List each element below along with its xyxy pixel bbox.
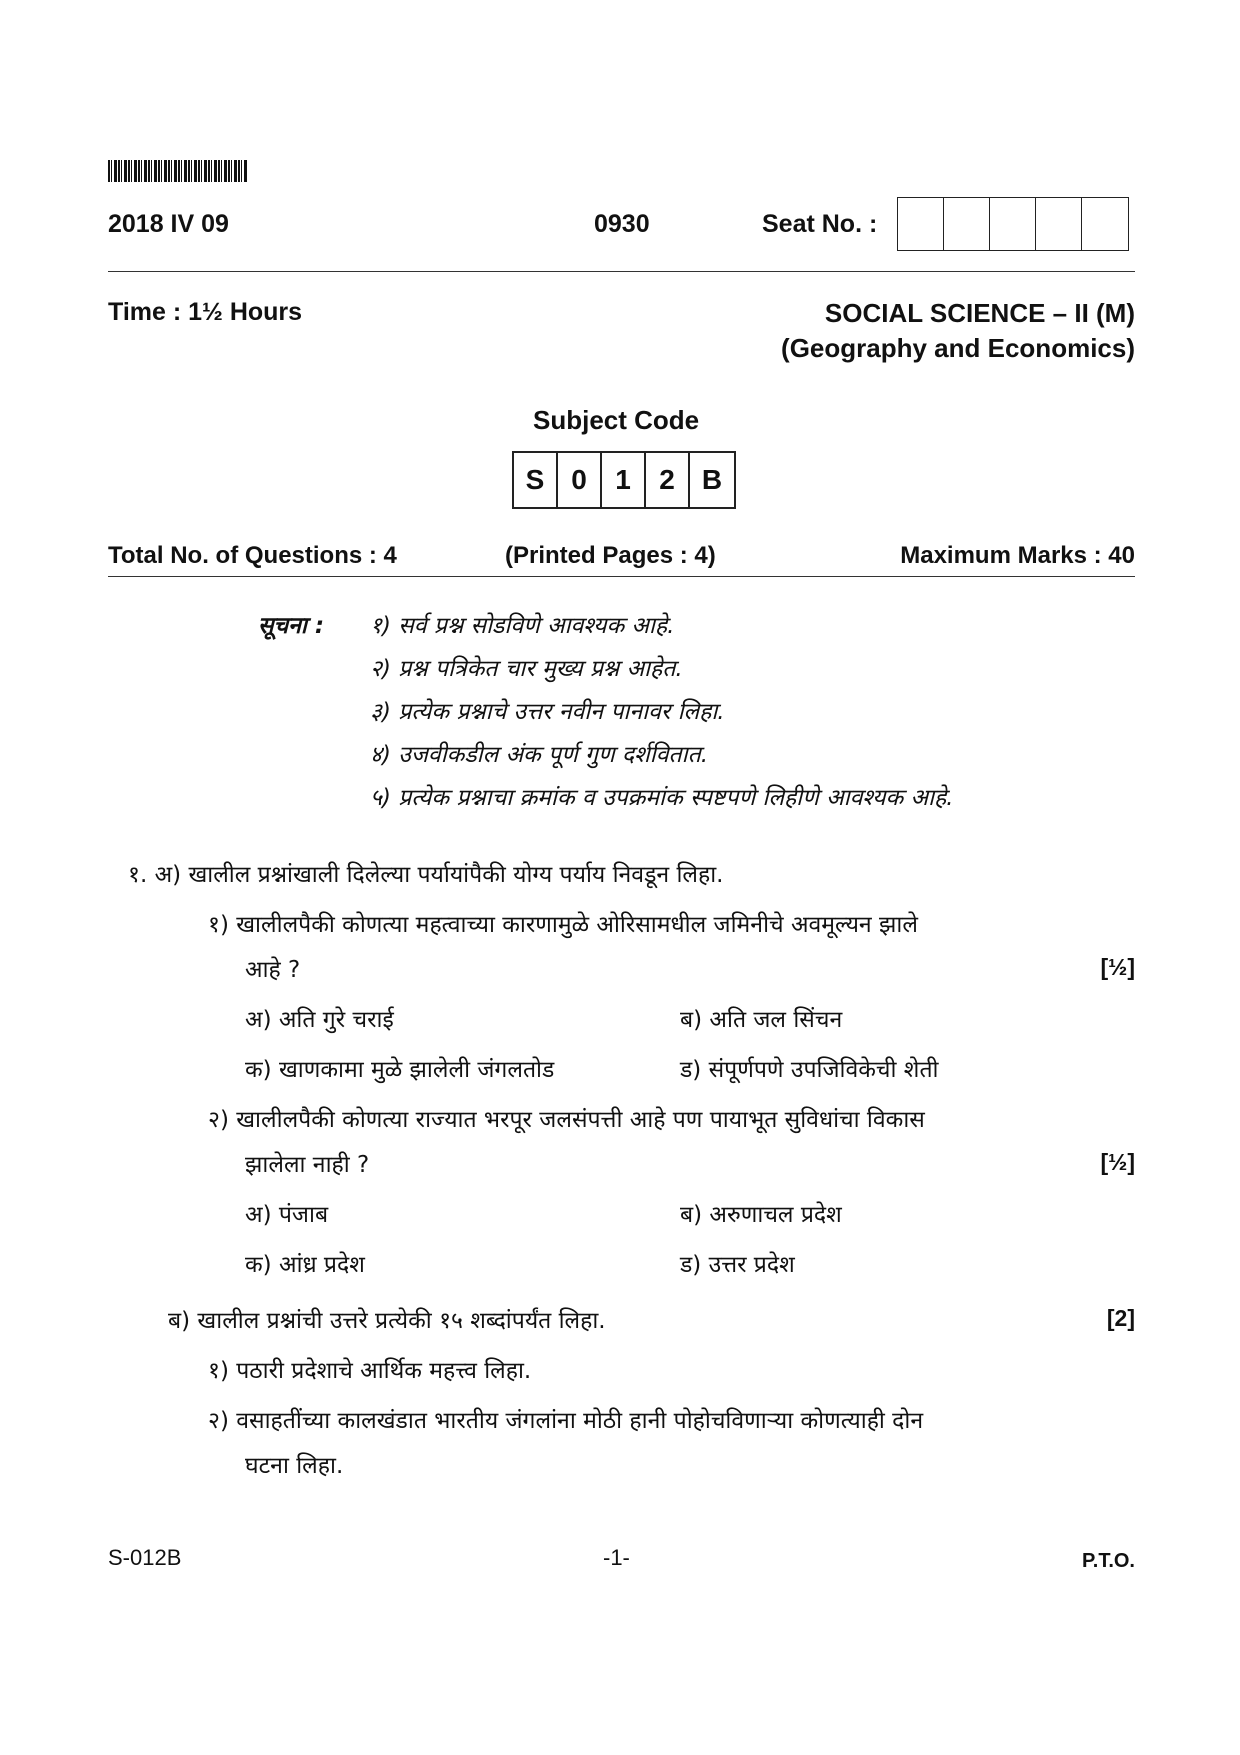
option: क) खाणकामा मुळे झालेली जंगलतोड (245, 1057, 555, 1083)
question-text: १) खालीलपैकी कोणत्या महत्वाच्या कारणामुळे ओरिसामधील जमिनीचे अवमूल्यन झाले (208, 912, 918, 938)
instruction-item: २) प्रश्न पत्रिकेत चार मुख्य प्रश्न आहेत. (370, 656, 683, 682)
instruction-item: ५) प्रत्येक प्रश्नाचा क्रमांक व उपक्रमांक स्पष्टपणे लिहीणे आवश्यक आहे. (370, 785, 954, 811)
question-marks: [2] (1106, 1305, 1135, 1331)
header-divider (108, 271, 1135, 272)
question-text: १) पठारी प्रदेशाचे आर्थिक महत्त्व लिहा. (208, 1358, 532, 1384)
meta-divider (108, 576, 1135, 577)
code-char: B (701, 464, 723, 495)
option: अ) अति गुरे चराई (245, 1007, 394, 1033)
subject-code-boxes (512, 451, 736, 509)
footer-code: S-012B (108, 1545, 182, 1570)
instruction-item: ४) उजवीकडील अंक पूर्ण गुण दर्शवितात. (370, 742, 709, 768)
question-marks: [½] (1100, 954, 1135, 980)
seat-number-boxes[interactable] (897, 197, 1129, 251)
barcode (108, 160, 248, 182)
seat-box[interactable] (1036, 198, 1082, 250)
instructions-label: सूचना : (258, 613, 325, 639)
subject-title: SOCIAL SCIENCE – II (M) (824, 298, 1135, 328)
printed-pages: (Printed Pages : 4) (505, 542, 716, 569)
question-1a-heading: १. अ) खालील प्रश्नांखाली दिलेल्या पर्यायांपैकी योग्य पर्याय निवडून लिहा. (128, 862, 724, 888)
option: क) आंध्र प्रदेश (245, 1252, 365, 1278)
option: अ) पंजाब (245, 1202, 329, 1228)
code-char: 1 (602, 453, 646, 507)
subject-subtitle: (Geography and Economics) (781, 333, 1135, 363)
option: ब) अति जल सिंचन (680, 1007, 843, 1033)
question-text: झालेला नाही ? (245, 1152, 370, 1178)
total-questions: Total No. of Questions : 4 (108, 542, 397, 569)
question-1b-heading: ब) खालील प्रश्नांची उत्तरे प्रत्येकी १५ शब्दांपर्यंत लिहा. (168, 1308, 606, 1334)
exam-time: Time : 1½ Hours (108, 298, 303, 326)
page-number: -1- (603, 1545, 630, 1570)
maximum-marks: Maximum Marks : 40 (900, 542, 1135, 569)
seat-label: Seat No. : (762, 210, 878, 238)
seat-box[interactable] (898, 198, 944, 250)
paper-number: 0930 (594, 210, 650, 238)
option: ड) उत्तर प्रदेश (680, 1252, 795, 1278)
exam-code: 2018 IV 09 (108, 210, 229, 238)
option: ब) अरुणाचल प्रदेश (680, 1202, 842, 1228)
pto-label: P.T.O. (1082, 1550, 1135, 1572)
code-char: 0 (558, 453, 602, 507)
subject-code-label: Subject Code (533, 405, 700, 435)
question-text: २) वसाहतींच्या कालखंडात भारतीय जंगलांना मोठी हानी पोहोचविणाऱ्या कोणत्याही दोन (208, 1408, 924, 1434)
question-text: २) खालीलपैकी कोणत्या राज्यात भरपूर जलसंपत्ती आहे पण पायाभूत सुविधांचा विकास (208, 1107, 925, 1133)
option: ड) संपूर्णपणे उपजिविकेची शेती (680, 1057, 939, 1083)
seat-box[interactable] (1082, 198, 1128, 250)
question-text: घटना लिहा. (245, 1453, 344, 1479)
code-char: 2 (646, 453, 690, 507)
question-text: आहे ? (245, 957, 301, 983)
instruction-item: ३) प्रत्येक प्रश्नाचे उत्तर नवीन पानावर लिहा. (370, 699, 725, 725)
instruction-item: १) सर्व प्रश्न सोडविणे आवश्यक आहे. (370, 613, 675, 639)
question-marks: [½] (1100, 1149, 1135, 1175)
seat-box[interactable] (944, 198, 990, 250)
seat-box[interactable] (990, 198, 1036, 250)
code-char: S (514, 453, 558, 507)
